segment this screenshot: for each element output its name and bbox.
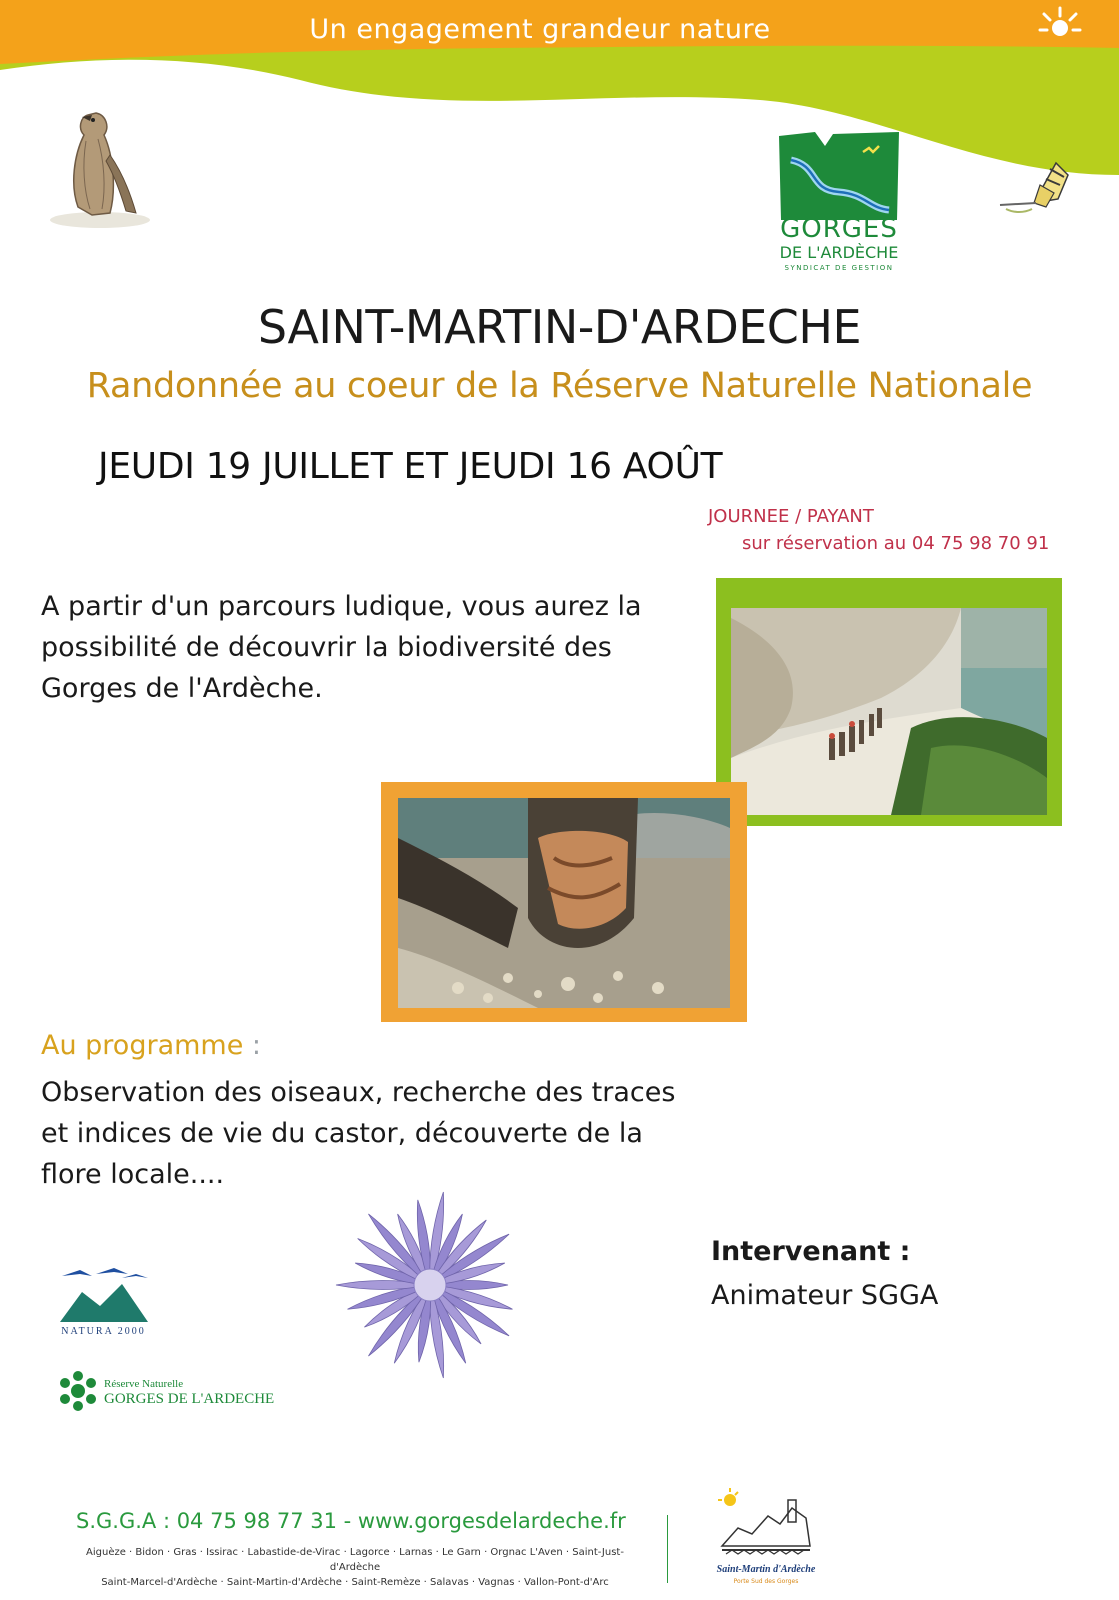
reserve-naturelle-line2: GORGES DE L'ARDECHE [104, 1391, 275, 1407]
programme-heading: Au programme : [41, 1030, 262, 1061]
reserve-naturelle-line1: Réserve Naturelle [104, 1378, 184, 1390]
intro-text: A partir d'un parcours ludique, vous aurez la possibilité de découvrir la biodiversité des Gorges de l'Ardèche. [41, 591, 642, 704]
hikers-photo [731, 608, 1047, 815]
saint-martin-logo [718, 1488, 814, 1566]
sun-logo-icon [1038, 4, 1082, 42]
tagline: Un engagement grandeur nature [309, 14, 771, 45]
natura-2000-label: NATURA 2000 [61, 1326, 146, 1337]
saint-martin-logo-text: Saint-Martin d'Ardèche [716, 1564, 816, 1575]
gorges-logo-line2: DE L'ARDÈCHE [779, 243, 899, 262]
footer-towns-line1: Aiguèze · Bidon · Gras · Issirac · Labastide-de-Virac · Lagorce · Larnas · Le Garn · Orgnac L'Aven · Saint-Just-d'Ardèche [86, 1547, 624, 1573]
hawk-illustration [40, 95, 160, 230]
intervenant-heading: Intervenant : [711, 1236, 911, 1267]
event-location-title: SAINT-MARTIN-D'ARDECHE [257, 300, 862, 354]
event-dates: JEUDI 19 JUILLET ET JEUDI 16 AOÛT [98, 446, 723, 487]
beaver-photo-frame [381, 782, 747, 1022]
footer-divider [667, 1515, 668, 1583]
gorges-logo-line3: SYNDICAT DE GESTION [784, 264, 894, 272]
programme-text: Observation des oiseaux, recherche des traces et indices de vie du castor, découverte de la flore locale.... [41, 1077, 676, 1190]
saint-martin-logo-subtext: Porte Sud des Gorges [733, 1578, 799, 1585]
gorges-ardeche-logo [779, 130, 899, 222]
intervenant-name: Animateur SGGA [711, 1280, 939, 1311]
footer-contact: S.G.G.A : 04 75 98 77 31 - www.gorgesdelardeche.fr [76, 1509, 626, 1533]
hikers-photo-frame [716, 578, 1062, 826]
gorges-logo-line1: GORGES [780, 214, 898, 244]
beaver-tree-photo [398, 798, 730, 1008]
reserve-naturelle-logo-icon [58, 1370, 98, 1412]
flower-center [414, 1269, 446, 1301]
reservation-info: sur réservation au 04 75 98 70 91 [742, 533, 1050, 554]
event-subtitle: Randonnée au coeur de la Réserve Naturelle Nationale [86, 366, 1033, 406]
pricing-label: JOURNEE / PAYANT [708, 506, 874, 527]
natura-2000-logo [56, 1262, 151, 1324]
footer-towns-line2: Saint-Marcel-d'Ardèche · Saint-Martin-d'Ardèche · Saint-Remèze · Salavas · Vagnas · Vallon-Pont-d'Arc [101, 1577, 609, 1588]
cornflower-illustration [330, 1180, 530, 1390]
programme-heading-colon: : [243, 1030, 262, 1061]
footer-towns [70, 1545, 640, 1590]
butterfly-illustration [996, 155, 1074, 225]
